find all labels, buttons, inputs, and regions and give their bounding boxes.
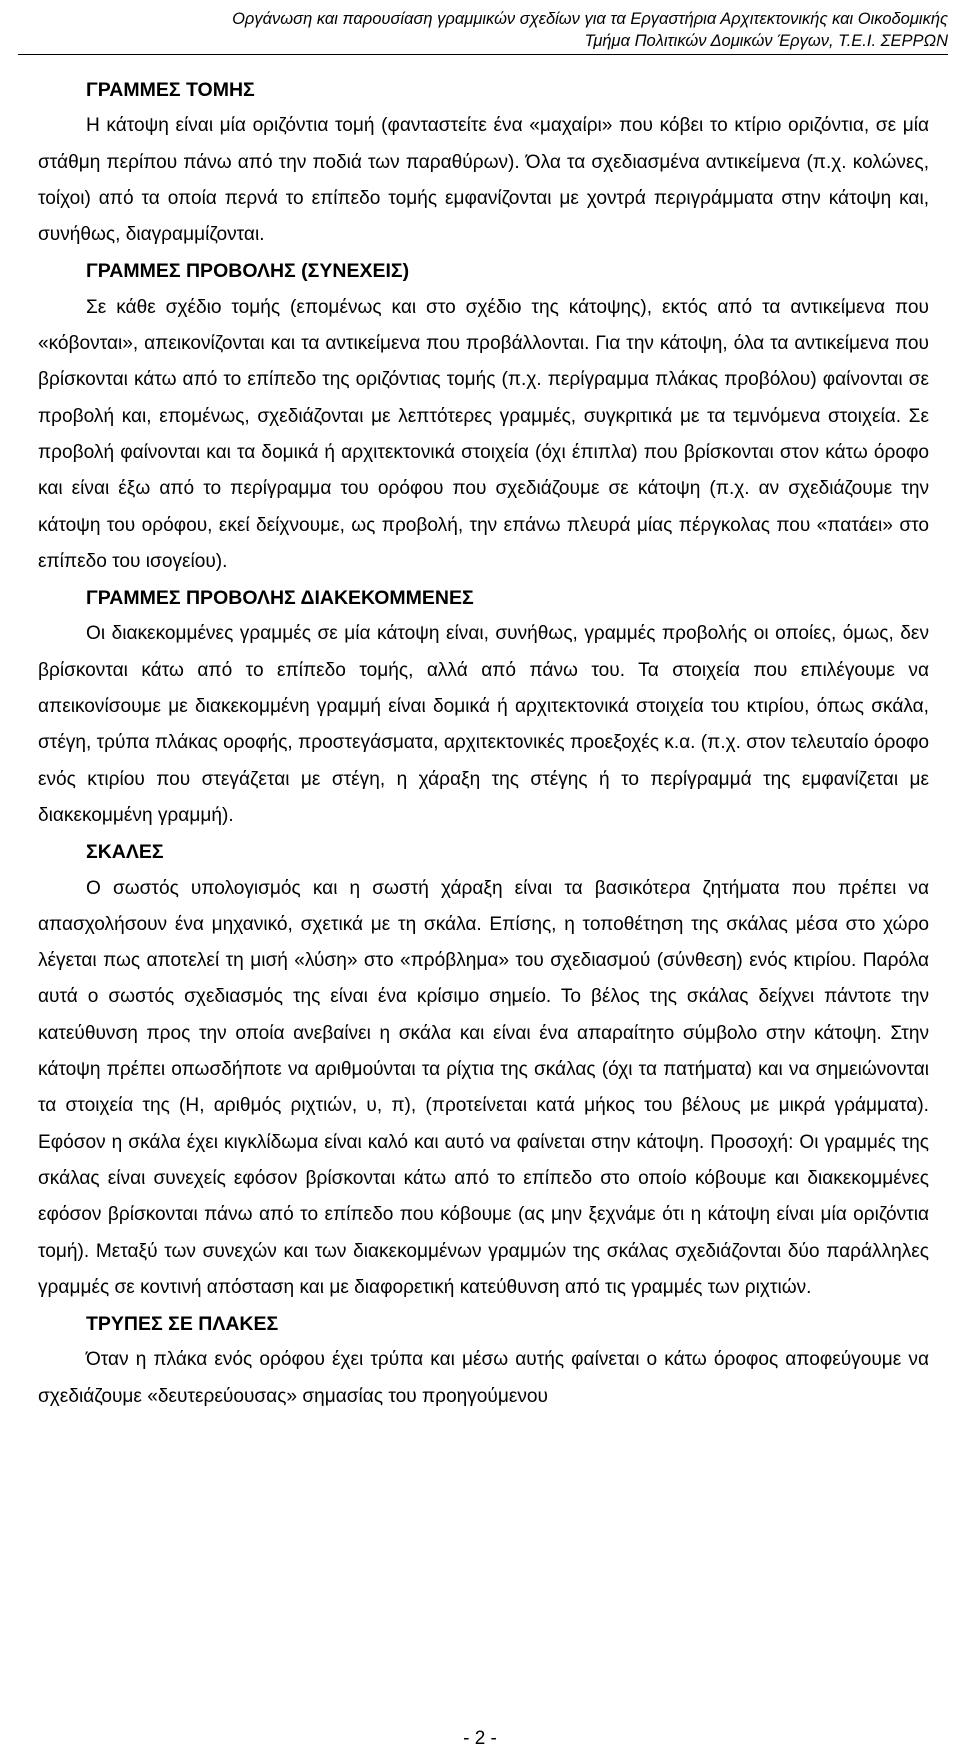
section-stairs <box>38 834 929 1306</box>
section-slab-openings <box>38 1306 929 1415</box>
section-paragraph: Σε κάθε σχέδιο τομής (επομένως και στο σχέδιο της κάτοψης), εκτός από τα αντικείμενα που «κόβονται», απεικονίζονται και τα αντικείμενα που προβάλλονται. Για την κάτοψη, όλα τα αντικείμενα που βρίσκονται κάτω από το επίπεδο της οριζόντιας τομής (π.χ. περίγραμμα πλάκας προβόλου) φαίνονται σε προβολή και, επομένως, σχεδιάζονται με λεπτότερες γραμμές, συγκριτικά με τα τεμνόμενα στοιχεία. Σε προβολή φαίνονται και τα δομικά ή αρχιτεκτονικά στοιχεία (όχι έπιπλα) που βρίσκονται στον κάτω όροφο και είναι έξω από το περίγραμμα του ορόφου που σχεδιάζουμε σε κάτοψη (π.χ. αν σχεδιάζουμε την κάτοψη του ορόφου, εκεί δείχνουμε, ως προβολή, την επάνω πλευρά μίας πέργκολας που «πατάει» στο επίπεδο του ισογείου). <box>38 296 929 572</box>
section-section-lines <box>38 72 929 253</box>
section-heading: ΓΡΑΜΜΕΣ ΠΡΟΒΟΛΗΣ (ΣΥΝΕΧΕΙΣ) <box>86 260 410 283</box>
running-header-line-1: Οργάνωση και παρουσίαση γραμμικών σχεδίων για τα Εργαστήρια Αρχιτεκτονικής και Οικοδομικής <box>232 10 948 28</box>
section-heading: ΓΡΑΜΜΕΣ ΠΡΟΒΟΛΗΣ ΔΙΑΚΕΚΟΜΜΕΝΕΣ <box>86 587 474 610</box>
page-number: - 2 - <box>463 1728 497 1749</box>
section-heading: ΤΡΥΠΕΣ ΣΕ ΠΛΑΚΕΣ <box>86 1313 279 1336</box>
document-body <box>38 72 929 1415</box>
section-projection-lines-continuous <box>38 253 929 580</box>
running-header-line-2: Τμήμα Πολιτικών Δομικών Έργων, Τ.Ε.Ι. ΣΕΡΡΩΝ <box>584 32 948 50</box>
section-heading: ΣΚΑΛΕΣ <box>86 841 164 864</box>
section-paragraph: Οι διακεκομμένες γραμμές σε μία κάτοψη είναι, συνήθως, γραμμές προβολής οι οποίες, όμως, δεν βρίσκονται κάτω από το επίπεδο τομής, αλλά από πάνω του. Τα στοιχεία που επιλέγουμε να απεικονίσουμε με διακεκομμένη γραμμή είναι δομικά ή αρχιτεκτονικά στοιχεία του κτιρίου, όπως σκάλα, στέγη, τρύπα πλάκας οροφής, προστεγάσματα, αρχιτεκτονικές προεξοχές κ.α. (π.χ. στον τελευταίο όροφο ενός κτιρίου που στεγάζεται με στέγη, η χάραξη της στέγης ή το περίγραμμά της εμφανίζεται με διακεκομμένη γραμμή). <box>38 623 929 826</box>
header-divider <box>18 54 948 55</box>
section-paragraph: Όταν η πλάκα ενός ορόφου έχει τρύπα και μέσω αυτής φαίνεται ο κάτω όροφος αποφεύγουμε να σχεδιάζουμε «δευτερεύουσας» σημασίας του προηγούμενου <box>38 1349 929 1407</box>
section-paragraph: Η κάτοψη είναι μία οριζόντια τομή (φανταστείτε ένα «μαχαίρι» που κόβει το κτίριο οριζόντια, σε μία στάθμη περίπου πάνω από την ποδιά των παραθύρων). Όλα τα σχεδιασμένα αντικείμενα (π.χ. κολώνες, τοίχοι) από τα οποία περνά το επίπεδο τομής εμφανίζονται με χοντρά περιγράμματα στην κάτοψη και, συνήθως, διαγραμμίζονται. <box>38 115 929 246</box>
section-projection-lines-dashed <box>38 580 929 834</box>
section-paragraph: Ο σωστός υπολογισμός και η σωστή χάραξη είναι τα βασικότερα ζητήματα που πρέπει να απασχολήσουν ένα μηχανικό, σχετικά με τη σκάλα. Επίσης, η τοποθέτηση της σκάλας μέσα στο χώρο λέγεται πως αποτελεί τη μισή «λύση» στο «πρόβλημα» του σχεδιασμού (σύνθεση) ενός κτιρίου. Παρόλα αυτά ο σωστός σχεδιασμός της είναι ένα κρίσιμο σημείο. Το βέλος της σκάλας δείχνει πάντοτε την κατεύθυνση προς την οποία ανεβαίνει η σκάλα και είναι ένα απαραίτητο σύμβολο στην κάτοψη. Στην κάτοψη πρέπει οπωσδήποτε να αριθμούνται τα ρίχτια της σκάλας (όχι τα πατήματα) και να σημειώνονται τα στοιχεία της (Η, αριθμός ριχτιών, υ, π), (προτείνεται κατά μήκος του βέλους με μικρά γράμματα). Εφόσον η σκάλα έχει κιγκλίδωμα είναι καλό και αυτό να φαίνεται στην κάτοψη. Προσοχή: Οι γραμμές της σκάλας είναι συνεχείς εφόσον βρίσκονται κάτω από το επίπεδο στο οποίο κόβουμε και διακεκομμένες εφόσον βρίσκονται πάνω από το επίπεδο που κόβουμε (ας μην ξεχνάμε ότι η κάτοψη είναι μία οριζόντια τομή). Μεταξύ των συνεχών και των διακεκομμένων γραμμών της σκάλας σχεδιάζονται δύο παράλληλες γραμμές σε κοντινή απόσταση και με διαφορετική κατεύθυνση από τις γραμμές των ριχτιών. <box>38 877 929 1298</box>
section-heading: ΓΡΑΜΜΕΣ ΤΟΜΗΣ <box>86 79 255 101</box>
running-header <box>8 8 948 52</box>
